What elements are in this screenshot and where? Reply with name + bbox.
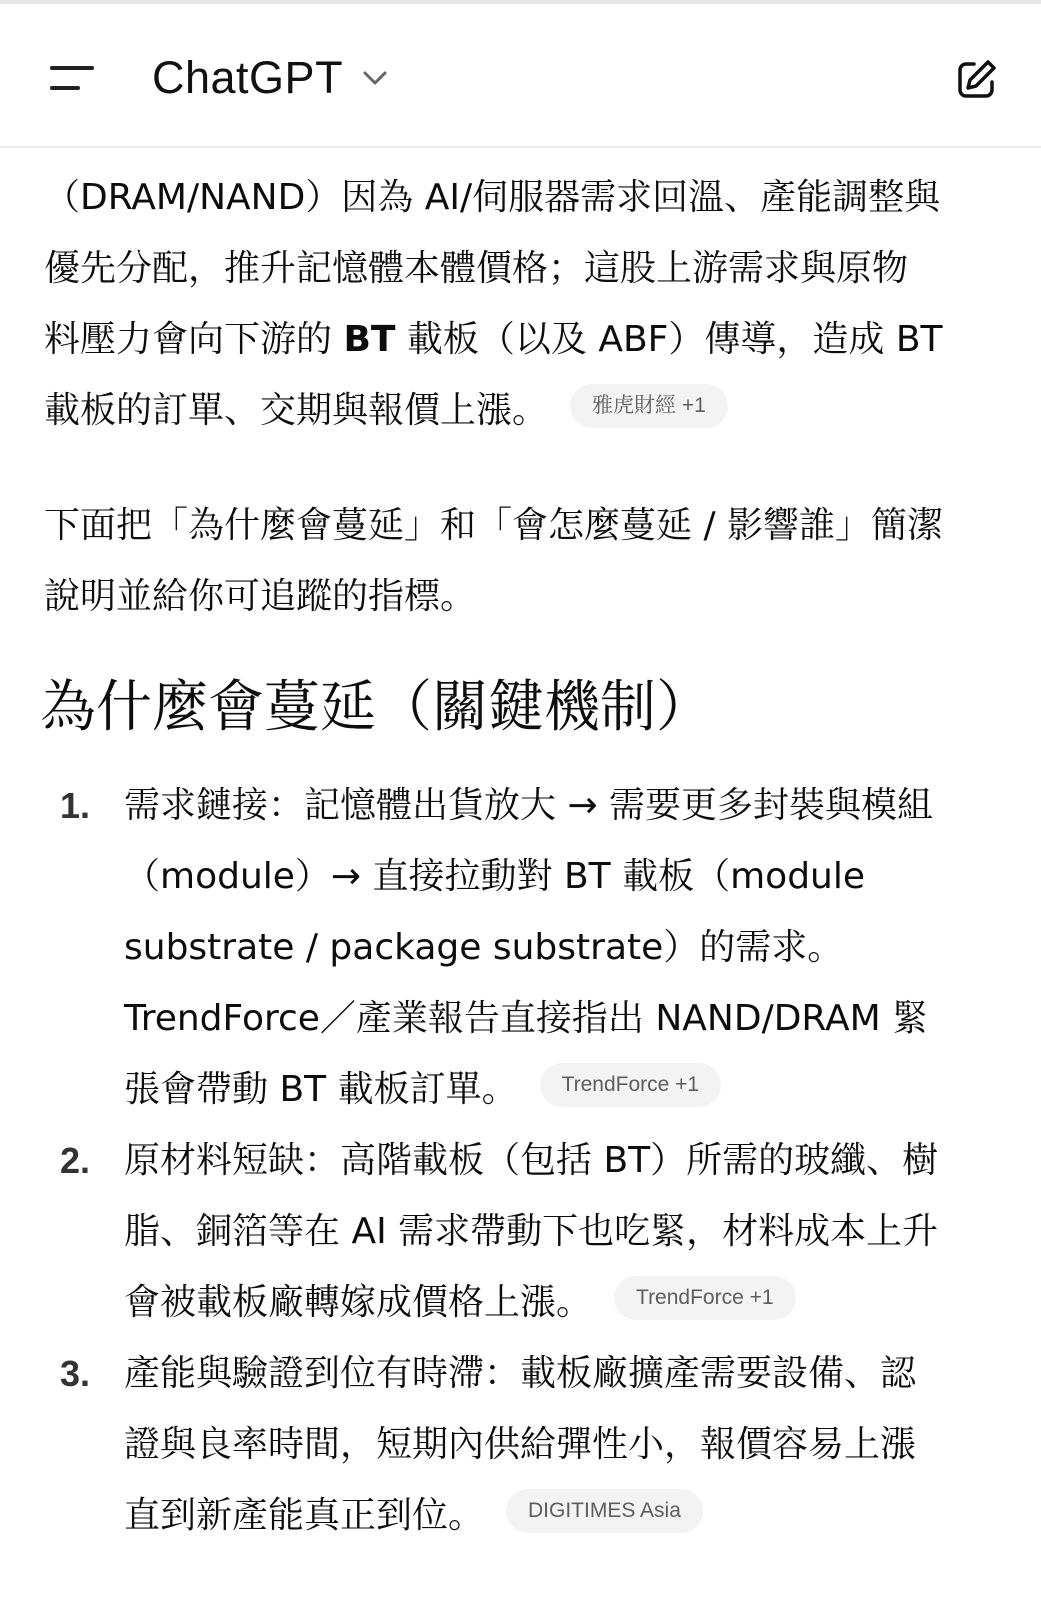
model-selector[interactable] — [152, 48, 391, 108]
list-item-text — [124, 770, 1004, 1125]
text-line: 下面把「為什麼會蔓延」和「會怎麼蔓延 / 影響誰」簡潔 — [44, 505, 944, 546]
menu-line — [50, 86, 80, 90]
text-line: 載板（以及 ABF）傳導，造成 BT — [395, 319, 943, 360]
source-citation-pill[interactable]: 雅虎財經 +1 — [570, 384, 728, 428]
text-line: 需求鏈接：記憶體出貨放大 → 需要更多封裝與模組 — [124, 785, 934, 826]
text-line: TrendForce／產業報告直接指出 NAND/DRAM 緊 — [124, 998, 929, 1039]
text-line: （DRAM/NAND）因為 AI/伺服器需求回溫、產能調整與 — [44, 177, 941, 218]
text-line: 脂、銅箔等在 AI 需求帶動下也吃緊，材料成本上升 — [124, 1211, 939, 1252]
text-line: substrate / package substrate）的需求。 — [124, 927, 844, 968]
app-title: ChatGPT — [152, 52, 344, 103]
list-number: 3. — [60, 1353, 91, 1394]
text-line: 料壓力會向下游的 — [44, 319, 344, 360]
message-paragraph — [44, 162, 1024, 446]
text-line: 直到新產能真正到位。 — [124, 1495, 485, 1536]
menu-line — [50, 66, 94, 70]
edit-icon[interactable] — [952, 56, 1000, 104]
text-line: 張會帶動 BT 載板訂單。 — [124, 1069, 518, 1110]
list-item-text — [124, 1338, 1004, 1551]
bold-text: BT — [343, 319, 396, 360]
text-line: 產能與驗證到位有時滯：載板廠擴產需要設備、認 — [124, 1353, 917, 1394]
text-line: 會被載板廠轉嫁成價格上漲。 — [124, 1282, 593, 1323]
top-bar — [0, 0, 1041, 148]
source-citation-pill[interactable]: TrendForce +1 — [614, 1276, 796, 1320]
source-citation-pill[interactable]: DIGITIMES Asia — [506, 1489, 703, 1533]
source-citation-pill[interactable]: TrendForce +1 — [540, 1063, 722, 1107]
text-line: 載板的訂單、交期與報價上漲。 — [44, 390, 549, 431]
text-line: 原材料短缺：高階載板（包括 BT）所需的玻纖、樹 — [124, 1140, 939, 1181]
hamburger-icon[interactable] — [44, 56, 100, 100]
text-line: （module）→ 直接拉動對 BT 載板（module — [124, 856, 866, 897]
text-line: 證與良率時間，短期內供給彈性小，報價容易上漲 — [124, 1424, 917, 1465]
text-line: 說明並給你可追蹤的指標。 — [44, 576, 477, 617]
list-number: 2. — [60, 1140, 91, 1181]
section-heading: 為什麼會蔓延（關鍵機制） — [40, 675, 712, 740]
list-item-text — [124, 1125, 1004, 1338]
text-line: 優先分配，推升記憶體本體價格；這股上游需求與原物 — [44, 248, 909, 289]
chevron-down-icon — [359, 62, 391, 94]
list-number: 1. — [60, 785, 91, 826]
message-paragraph — [44, 490, 1024, 632]
